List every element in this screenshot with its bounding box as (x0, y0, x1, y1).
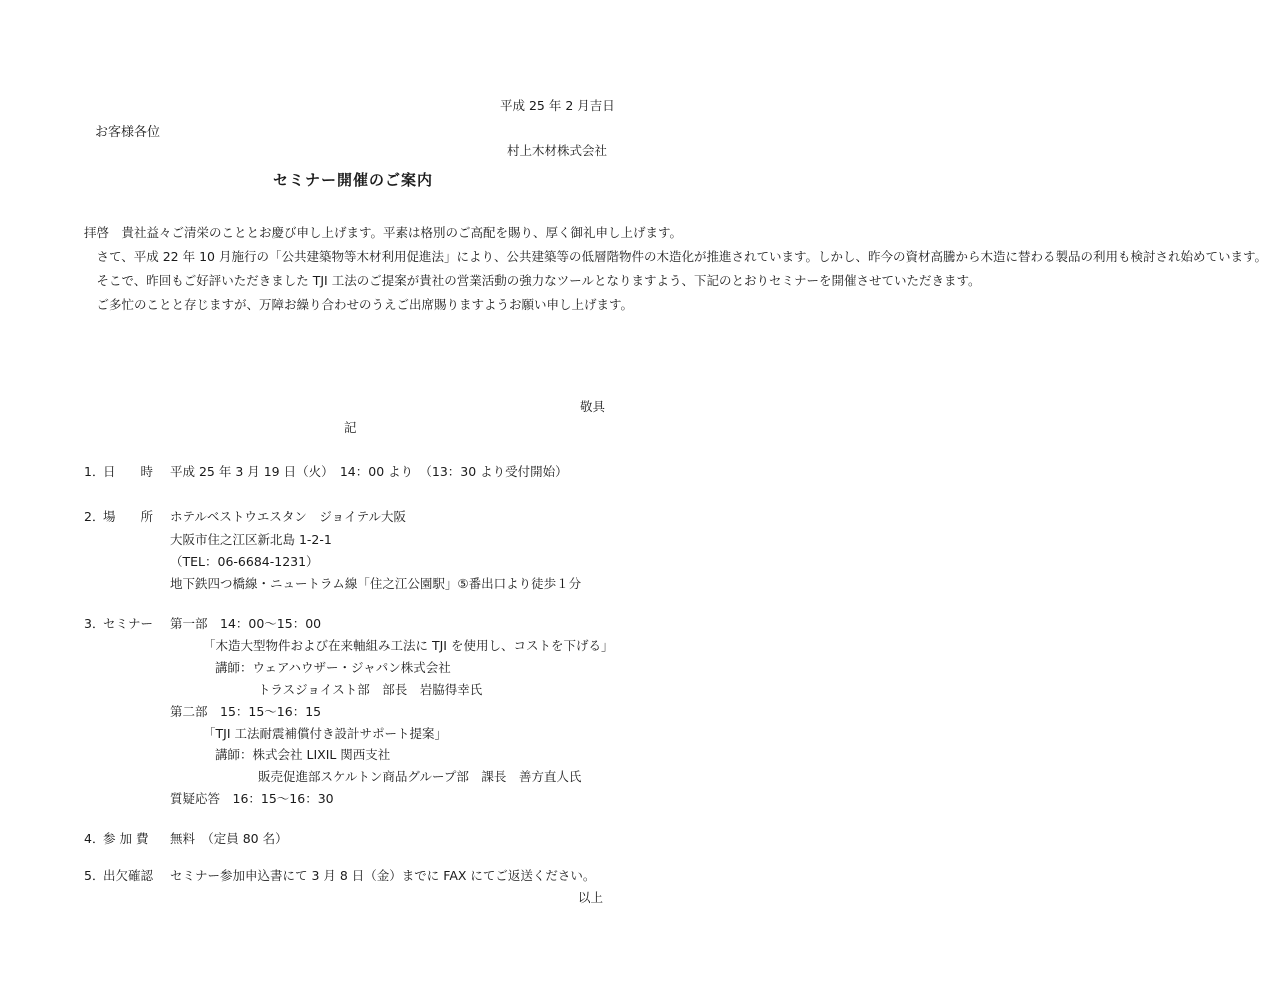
part2-lecturer: 講師：株式会社 LIXIL 関西支社 (215, 747, 391, 762)
part1-lecturer-detail: トラスジョイスト部 部長 岩脇得幸氏 (258, 682, 483, 697)
item-number: 1． (84, 464, 105, 479)
venue-name: ホテルベストウエスタン ジョイテル大阪 (170, 509, 407, 524)
part1-title: 「木造大型物件および在来軸組み工法に TJI を使用し、コストを下げる」 (203, 638, 614, 653)
item-value: 無料 （定員 80 名） (170, 831, 288, 846)
body-text (84, 221, 1267, 317)
item-value: セミナー参加申込書にて 3 月 8 日（金）までに FAX にてご返送ください。 (170, 868, 596, 883)
venue-address: 大阪市住之江区新北島 1-2-1 (170, 532, 332, 547)
item-number: 3． (84, 616, 105, 631)
item-label: 日 時 (103, 464, 154, 479)
paragraph-request: ご多忙のことと存じますが、万障お繰り合わせのうえご出席賜りますようお願い申し上げます。 (96, 297, 634, 312)
venue-access: 地下鉄四つ橋線・ニュートラム線「住之江公園駅」⑤番出口より徒歩１分 (170, 576, 582, 591)
part1-time: 第一部 14：00～15：00 (170, 616, 322, 631)
part2-lecturer-detail: 販売促進部スケルトン商品グループ部 課長 善方直人氏 (258, 769, 582, 784)
item-number: 2． (84, 509, 105, 524)
item-number: 5． (84, 868, 105, 883)
item-label: 参 加 費 (103, 831, 149, 846)
item-label: 場 所 (103, 509, 154, 524)
recipient: お客様各位 (95, 125, 161, 140)
issue-date: 平成 25 年 2 月吉日 (500, 98, 615, 113)
paragraph-purpose: そこで、昨回もご好評いただきました TJI 工法のご提案が貴社の営業活動の強力なツールとなりますよう、下記のとおりセミナーを開催させていただきます。 (96, 273, 981, 288)
sender-company: 村上木材株式会社 (507, 143, 608, 158)
closing-keigu: 敬具 (580, 399, 606, 414)
part2-title: 「TJI 工法耐震補償付き設計サポート提案」 (203, 726, 447, 741)
document-title: セミナー開催のご案内 (272, 171, 433, 189)
item-number: 4． (84, 831, 105, 846)
item-label: セミナー (103, 616, 154, 631)
qa-time: 質疑応答 16：15～16：30 (170, 791, 334, 806)
ki-heading: 記 (344, 420, 357, 435)
venue-tel: （TEL：06-6684-1231） (170, 554, 319, 569)
item-label: 出欠確認 (103, 868, 154, 883)
item-value: 平成 25 年 3 月 19 日（火） 14：00 より （13：30 より受付開始） (170, 464, 568, 479)
paragraph-background: さて、平成 22 年 10 月施行の「公共建築物等木材利用促進法」により、公共建築等の低層階物件の木造化が推進されています。しかし、昨今の資材高騰から木造に替わる製品の利用も検討され始めています。 (96, 249, 1267, 264)
part1-lecturer: 講師：ウェアハウザー・ジャパン株式会社 (215, 660, 451, 675)
paragraph-greeting: 拝啓 貴社益々ご清栄のこととお慶び申し上げます。平素は格別のご高配を賜り、厚く御礼申し上げます。 (84, 225, 683, 240)
closing-ijo: 以上 (578, 890, 604, 905)
part2-time: 第二部 15：15～16：15 (170, 704, 322, 719)
